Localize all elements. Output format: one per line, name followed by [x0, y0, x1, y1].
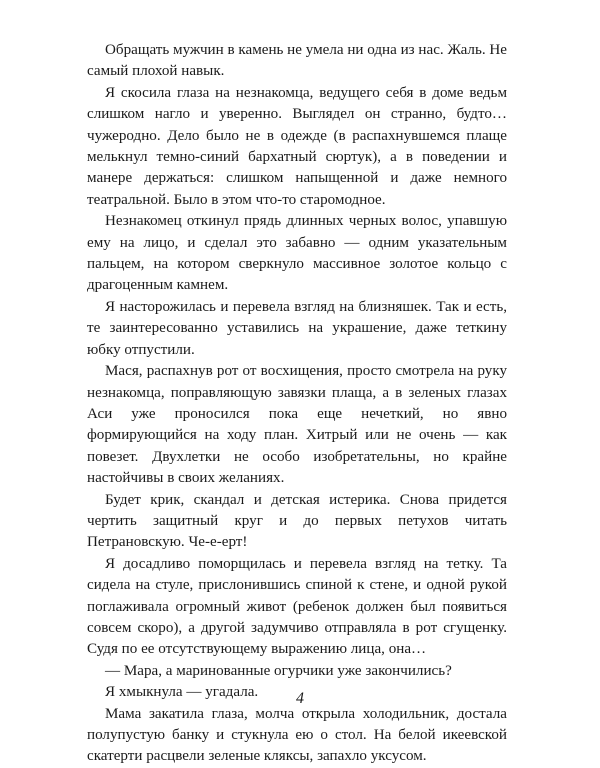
paragraph: Мама закатила глаза, молча открыла холодильник, достала полупустую банку и стукнула ею о стол. На белой икеевской скатерти расцвели зеленые кляксы, запахло уксусом. [87, 705, 507, 765]
dialogue-line: — Мара, а маринованные огурчики уже закончились? [105, 662, 452, 679]
paragraph: Незнакомец откинул прядь длинных черных волос, упавшую ему на лицо, и сделал это забавно — одним указательным пальцем, на котором сверкнуло массивное золотое кольцо с драгоценным камнем. [87, 213, 507, 294]
paragraph: Я хмыкнула — угадала. [105, 684, 259, 701]
paragraph: Обращать мужчин в камень не умела ни одна из нас. Жаль. Не самый плохой навык. [87, 42, 507, 80]
paragraph: Я досадливо поморщилась и перевела взгляд на тетку. Та сидела на стуле, прислонившись спиной к стене, и одной рукой поглаживала огромный живот (ребенок должен был появиться совсем скоро), а другой задумчиво отправляла в рот сгущенку. Судя по ее отсутствующему выражению лица, она… [87, 555, 507, 658]
body-text [87, 40, 507, 768]
page-number: 4 [296, 690, 304, 707]
paragraph: Я скосила глаза на незнакомца, ведущего себя в доме ведьм слишком нагло и уверенно. Выглядел он странно, будто… чужеродно. Дело было не в одежде (в распахнувшемся плаще мелькнул темно-синий бархатный сюртук), а в поведении и манере держаться: слишком напыщенной и даже немного театральной. Было в этом что-то старомодное. [87, 84, 507, 208]
paragraph: Мася, распахнув рот от восхищения, просто смотрела на руку незнакомца, поправляющую завязки плаща, а в зеленых глазах Аси уже проносился пока еще нечеткий, но явно формирующийся на ходу план. Хитрый или не очень — как повезет. Двухлетки не особо изобретательны, но крайне настойчивы в своих желаниях. [87, 363, 507, 487]
paragraph: Я насторожилась и перевела взгляд на близняшек. Так и есть, те заинтересованно уставились на украшение, даже теткину юбку отпустили. [87, 298, 507, 358]
paragraph: Будет крик, скандал и детская истерика. Снова придется чертить защитный круг и до первых петухов читать Петрановскую. Че-е-ерт! [87, 491, 507, 551]
